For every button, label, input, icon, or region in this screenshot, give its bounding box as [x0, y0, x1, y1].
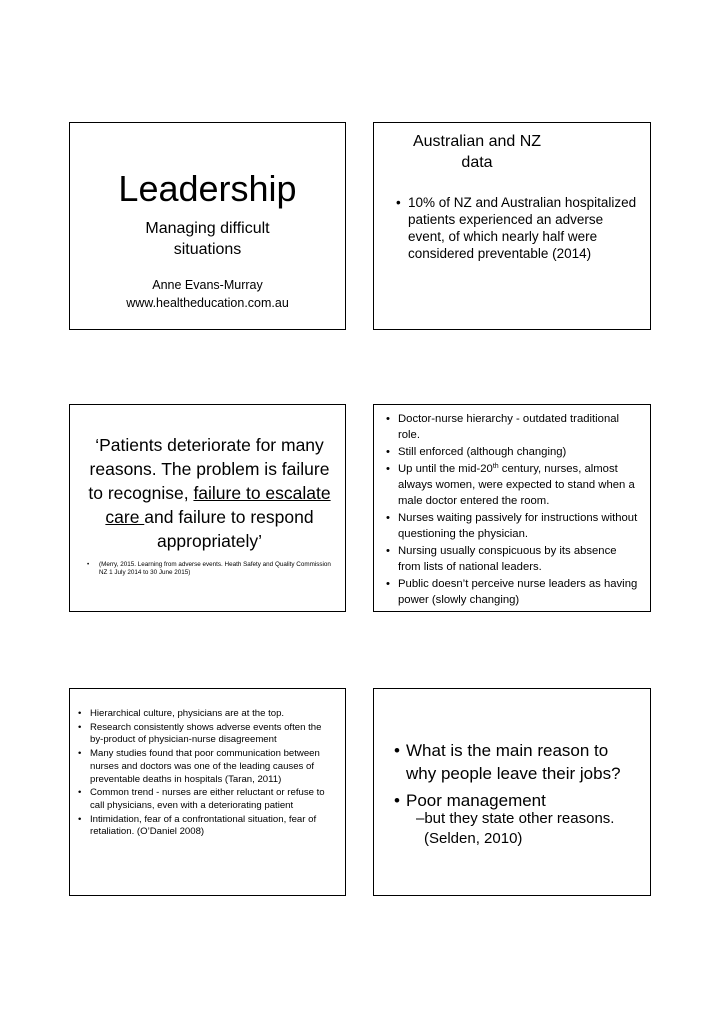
reference-note	[87, 561, 331, 577]
bullet-icon: •	[78, 721, 82, 733]
list-item-text: Research consistently shows adverse events often the by-product of physician-nurse disagreement	[90, 721, 322, 746]
bullet-icon: •	[386, 413, 390, 425]
list-item	[386, 576, 642, 608]
subtitle-line-1: Managing difficult	[145, 220, 270, 237]
list-item	[78, 814, 337, 839]
quote-part-2: and failure to respond appropriately’	[144, 507, 314, 551]
bullet-icon: •	[386, 445, 390, 458]
slide-hierarchy	[373, 404, 651, 612]
bullet-icon: •	[386, 511, 390, 524]
superscript: th	[492, 462, 499, 470]
list-item	[78, 748, 337, 786]
slide-title	[69, 122, 346, 330]
author-name: Anne Evans-Murray	[152, 278, 263, 292]
bullet-icon: •	[78, 748, 82, 760]
list-item-text: Public doesn’t perceive nurse leaders as having power (slowly changing)	[398, 577, 638, 606]
quote-underlined: failure to escalate care	[105, 483, 331, 527]
bullet-icon: •	[78, 708, 82, 719]
list-item	[78, 722, 337, 747]
reference-text: (Merry, 2015. Learning from adverse events. Heath Safety and Quality Commission NZ 1 July 2014 to 30 June 2015)	[99, 561, 331, 576]
slide-quote	[69, 404, 346, 612]
list-item	[386, 510, 642, 542]
bullet-list	[386, 411, 642, 608]
list-item	[386, 411, 642, 443]
list-item	[386, 461, 642, 510]
list-item-text: What is the main reason to why people leave their jobs?	[406, 741, 621, 783]
bullet-icon: •	[78, 813, 82, 825]
bullet-icon: •	[394, 791, 400, 810]
list-item-text: Nurses waiting passively for instructions without questioning the physician.	[398, 511, 638, 540]
slide-title-heading: Leadership	[118, 168, 297, 209]
bullet-icon: •	[87, 561, 90, 568]
list-item-text: Poor management	[406, 791, 546, 810]
list-item-text: Nursing usually conspicuous by its absence from lists of national leaders.	[398, 544, 617, 573]
list-item-text: Common trend - nurses are either reluctant or refuse to call physicians, even with a deteriorating patient	[90, 787, 325, 811]
list-item-text: Many studies found that poor communication between nurses and doctors was one of the leading causes of preventable deaths in hospitals (Taran, 2011)	[90, 748, 320, 785]
list-item	[78, 787, 337, 812]
bullet-list	[396, 194, 638, 262]
bullet-icon: •	[386, 577, 390, 590]
list-item	[396, 194, 638, 262]
sub-point-citation: (Selden, 2010)	[424, 830, 523, 847]
website-url: www.healtheducation.com.au	[126, 296, 289, 310]
slide-culture	[69, 688, 346, 896]
sub-point	[416, 809, 640, 849]
slide-au-nz-data	[373, 122, 651, 330]
list-item-text: 10% of NZ and Australian hospitalized patients experienced an adverse event, of which nearly half were considered preventable (2014)	[408, 195, 637, 261]
bullet-icon: •	[394, 741, 400, 760]
bullet-icon: •	[396, 195, 401, 210]
sub-point-line-1: –but they state other reasons.	[416, 810, 615, 827]
slide-subtitle	[110, 218, 305, 260]
list-item-text: Intimidation, fear of a confrontational situation, fear of retaliation. (O’Daniel 2008)	[90, 813, 317, 838]
list-item-text	[398, 463, 635, 507]
subtitle-line-2: situations	[173, 241, 242, 258]
heading-line-1: Australian and NZ	[412, 133, 542, 150]
list-item-text: Doctor-nurse hierarchy - outdated traditional role.	[398, 413, 620, 442]
slide-heading	[394, 131, 560, 173]
bullet-list	[78, 708, 337, 840]
list-item	[386, 444, 642, 460]
list-item-text: Still enforced (although changing)	[398, 445, 567, 458]
bullet-icon: •	[78, 787, 82, 799]
bullet-list	[394, 739, 630, 816]
text-segment: Up until the mid-20	[398, 462, 493, 475]
text-segment: century, nurses, almost always women, were expected to stand when a male doctor entered the room.	[398, 462, 635, 508]
quote-part-1: ‘Patients deteriorate for many reasons. The problem is failure to recognise,	[88, 435, 330, 503]
list-item	[78, 708, 337, 721]
quote-text	[84, 433, 335, 553]
list-item	[386, 543, 642, 575]
list-item	[394, 739, 630, 785]
slide-leaving-jobs	[373, 688, 651, 896]
bullet-icon: •	[386, 544, 390, 557]
heading-line-2: data	[461, 154, 493, 171]
bullet-icon: •	[386, 462, 390, 475]
list-item-text: Hierarchical culture, physicians are at the top.	[90, 708, 285, 719]
